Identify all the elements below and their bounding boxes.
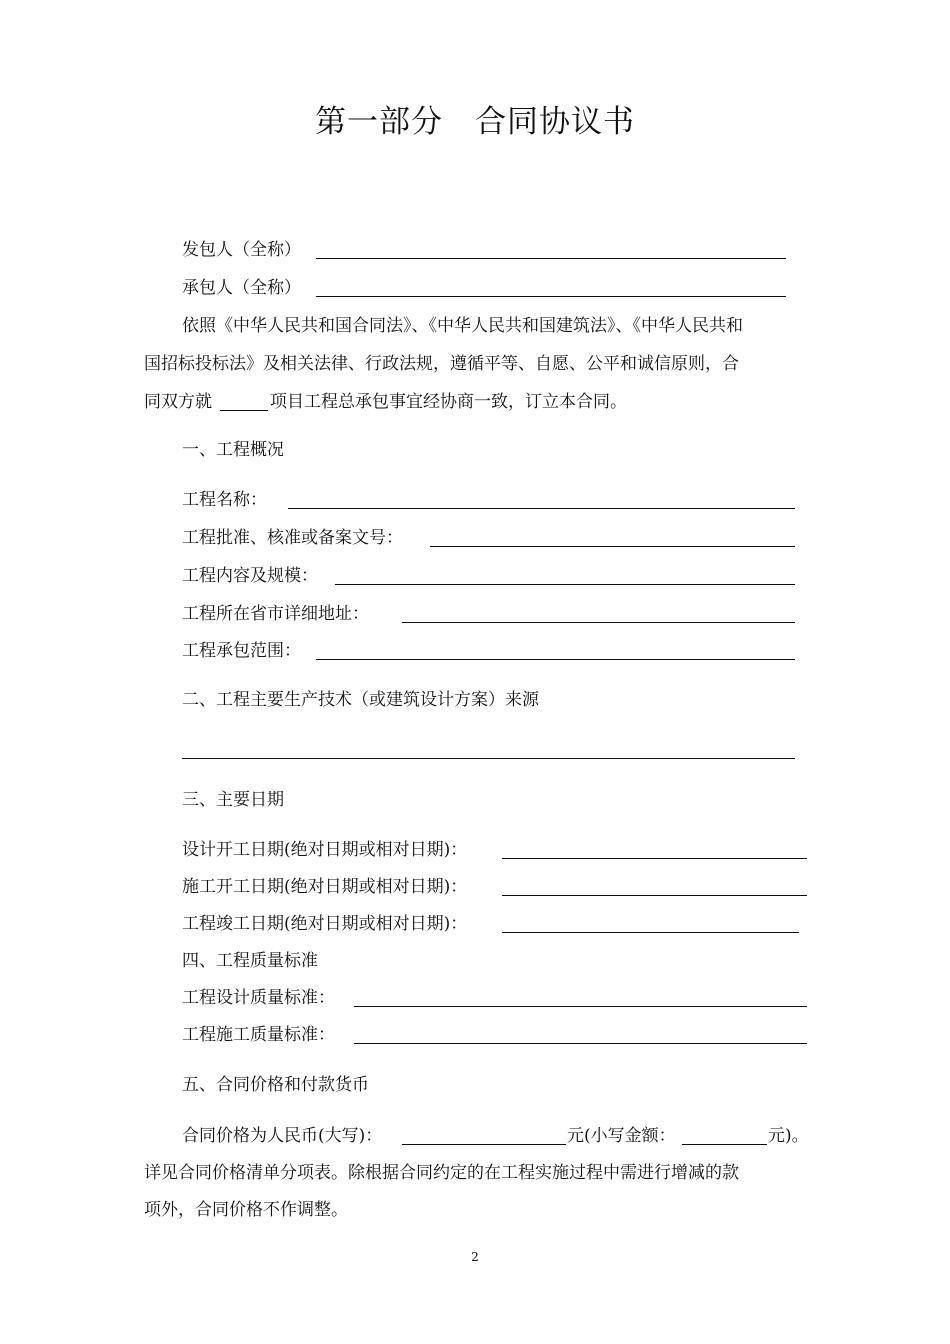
completion-date-input[interactable]: [502, 932, 799, 933]
scope-size-input[interactable]: [335, 584, 795, 585]
project-name-label: 工程名称：: [182, 490, 267, 510]
construction-quality-label: 工程施工质量标准：: [182, 1025, 335, 1045]
construction-quality-input[interactable]: [354, 1043, 807, 1044]
price-uppercase-input[interactable]: [402, 1144, 566, 1145]
employer-label: 发包人（全称）: [182, 240, 301, 260]
employer-name-field[interactable]: [316, 258, 786, 259]
design-quality-label: 工程设计质量标准：: [182, 988, 335, 1008]
technology-source-input[interactable]: [182, 758, 795, 759]
section-5-heading: 五、合同价格和付款货币: [182, 1075, 369, 1095]
price-note-line-3: 项外，合同价格不作调整。: [144, 1200, 348, 1220]
price-suffix: 元)。: [768, 1126, 809, 1146]
design-quality-input[interactable]: [354, 1006, 807, 1007]
section-2-heading: 二、工程主要生产技术（或建筑设计方案）来源: [182, 690, 539, 710]
preamble-line-2: 国招标投标法》及相关法律、行政法规，遵循平等、自愿、公平和诚信原则，合: [144, 354, 739, 374]
price-unit-label: 元(小写金额：: [567, 1126, 676, 1146]
address-label: 工程所在省市详细地址：: [182, 604, 369, 624]
project-name-field[interactable]: [220, 410, 268, 411]
price-number-input[interactable]: [682, 1144, 767, 1145]
address-input[interactable]: [402, 622, 795, 623]
contractor-label: 承包人（全称）: [182, 278, 301, 298]
design-start-label: 设计开工日期(绝对日期或相对日期)：: [182, 840, 468, 860]
construction-start-label: 施工开工日期(绝对日期或相对日期)：: [182, 877, 468, 897]
scope-size-label: 工程内容及规模：: [182, 566, 318, 586]
approval-number-label: 工程批准、核准或备案文号：: [182, 528, 403, 548]
price-note-line-2: 详见合同价格清单分项表。除根据合同约定的在工程实施过程中需进行增减的款: [144, 1163, 739, 1183]
contractor-name-field[interactable]: [316, 296, 786, 297]
preamble-line-3b: 项目工程总承包事宜经协商一致，订立本合同。: [270, 392, 627, 412]
preamble-line-1: 依照《中华人民共和国合同法》、《中华人民共和国建筑法》、《中华人民共和: [182, 316, 743, 336]
approval-number-input[interactable]: [430, 546, 795, 547]
section-1-heading: 一、工程概况: [182, 440, 284, 460]
page-title: 第一部分 合同协议书: [315, 104, 635, 140]
construction-start-input[interactable]: [502, 895, 807, 896]
completion-date-label: 工程竣工日期(绝对日期或相对日期)：: [182, 914, 468, 934]
contract-scope-input[interactable]: [316, 659, 795, 660]
page-number: 2: [471, 1250, 479, 1264]
project-name-input[interactable]: [288, 508, 795, 509]
section-3-heading: 三、主要日期: [182, 790, 284, 810]
section-4-heading: 四、工程质量标准: [182, 951, 318, 971]
price-label: 合同价格为人民币(大写)：: [182, 1126, 383, 1146]
preamble-line-3a: 同双方就: [144, 392, 212, 412]
contract-scope-label: 工程承包范围：: [182, 641, 301, 661]
design-start-input[interactable]: [502, 858, 807, 859]
